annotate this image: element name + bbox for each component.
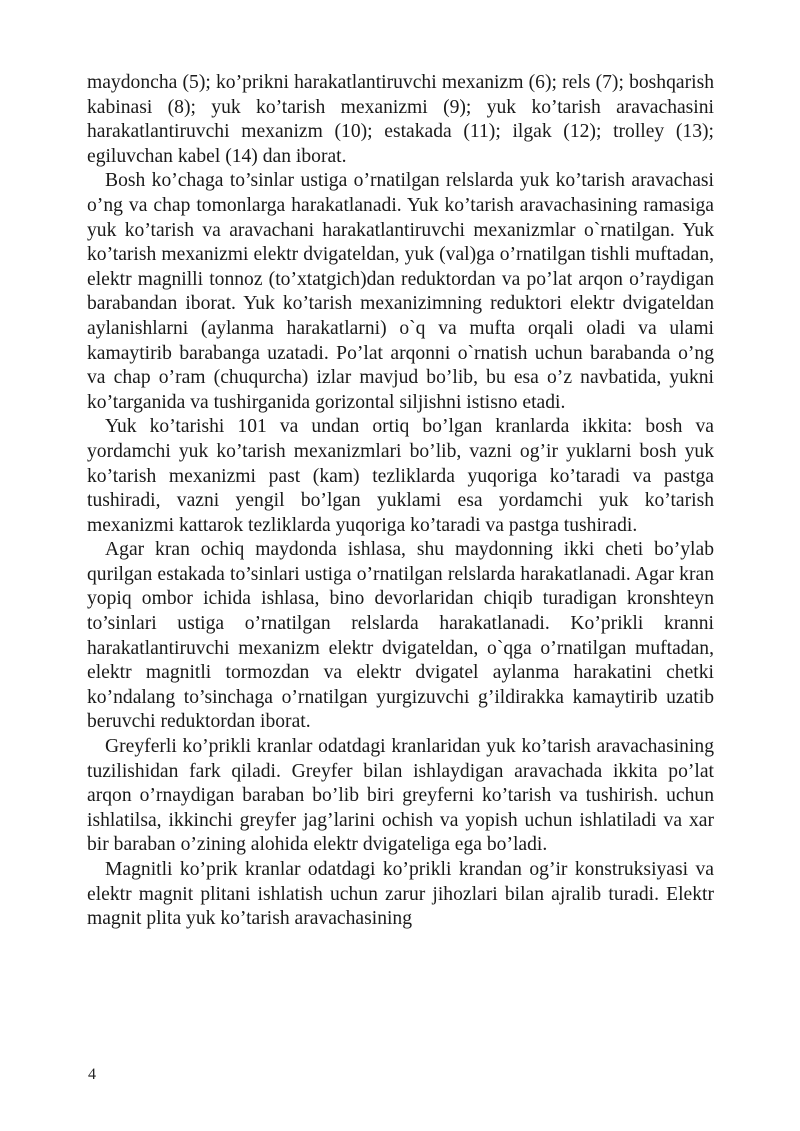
paragraph-grab-cranes: Greyferli ko’prikli kranlar odatdagi kranlaridan yuk ko’tarish aravachasining tuzilishidan fark qiladi. Greyfer bilan ishlaydigan aravachada ikkita po’lat arqon o’rnaydigan baraban bo’lib biri greyferni ko’tarish va tushirish. uchun ishlatilsa, ikkinchi greyfer jag’larini ochish va yopish uchun ishlatiladi va xar bir baraban o’zining alohida elektr dvigateliga ega bo’ladi.: [87, 736, 714, 856]
paragraph-magnetic-cranes: Magnitli ko’prik kranlar odatdagi ko’prikli krandan og’ir konstruksiyasi va elektr magnit plitani ishlatish uchun zarur jihozlari bilan ajralib turadi. Elektr magnit plita yuk ko’tarish aravachasining: [87, 859, 714, 930]
paragraph-lifting-mechanisms: Yuk ko’tarishi 101 va undan ortiq bo’lgan kranlarda ikkita: bosh va yordamchi yuk ko’tarish mexanizmlari bo’lib, vazni og’ir yuklarni bosh yuk ko’tarish mexanizmi past (kam) tezliklarda yuqoriga ko’taradi va pastga tushiradi, vazni yengil bo’lgan yuklami esa yordamchi yuk ko’tarish mexanizmi kattarok tezliklarda yuqoriga ko’taradi va pastga tushiradi.: [87, 416, 714, 536]
paragraph-crane-movement: Agar kran ochiq maydonda ishlasa, shu maydonning ikki cheti bo’ylab qurilgan estakada to’sinlari ustiga o’rnatilgan relslarda harakatlanadi. Agar kran yopiq ombor ichida ishlasa, bino devorlaridan chiqib turadigan kronshteyn to’sinlari ustiga o’rnatilgan relslarda harakatlanadi. Ko’prikli kranni harakatlantiruvchi mexanizm elektr dvigateldan, o`qga o’rnatilgan muftadan, elektr magnitli tormozdan va elektr dvigatel aylanma harakatini chetki ko’ndalang to’sinchaga o’rnatilgan yurgizuvchi g’ildirakka kamaytirib uzatib beruvchi reduktordan iborat.: [87, 539, 714, 733]
page-number: 4: [88, 1066, 96, 1083]
body-text: [87, 71, 714, 932]
paragraph-aravacha-description: Bosh ko’chaga to’sinlar ustiga o’rnatilgan relslarda yuk ko’tarish aravachasi o’ng va chap tomonlarga harakatlanadi. Yuk ko’tarish aravachasining ramasiga yuk ko’tarish va aravachani harakatlantiruvchi mexanizmlar o`rnatilgan. Yuk ko’tarish mexanizmi elektr dvigateldan, yuk (val)ga o’rnatilgan tishli muftadan, elektr magnilli tonnoz (to’xtatgich)dan reduktordan va po’lat arqon o’raydigan barabandan iborat. Yuk ko’tarish mexanizimning reduktori elektr dvigateldan aylanishlarni (aylanma harakatlarni) o`q va mufta orqali oladi va ulami kamaytirib barabanga uzatadi. Po’lat arqonni o`rnatish uchun barabanda o’ng va chap o’ram (chuqurcha) izlar mavjud bo’lib, bu esa o’z navbatida, yukni ko’targanida va tushirganida gorizontal siljishni istisno etadi.: [87, 170, 714, 413]
paragraph-continuation: maydoncha (5); ko’prikni harakatlantiruvchi mexanizm (6); rels (7); boshqarish kabinasi (8); yuk ko’tarish mexanizmi (9); yuk ko’tarish aravachasini harakatlantiruvchi mexanizm (10); estakada (11); ilgak (12); trolley (13); egiluvchan kabel (14) dan iborat.: [87, 72, 714, 167]
